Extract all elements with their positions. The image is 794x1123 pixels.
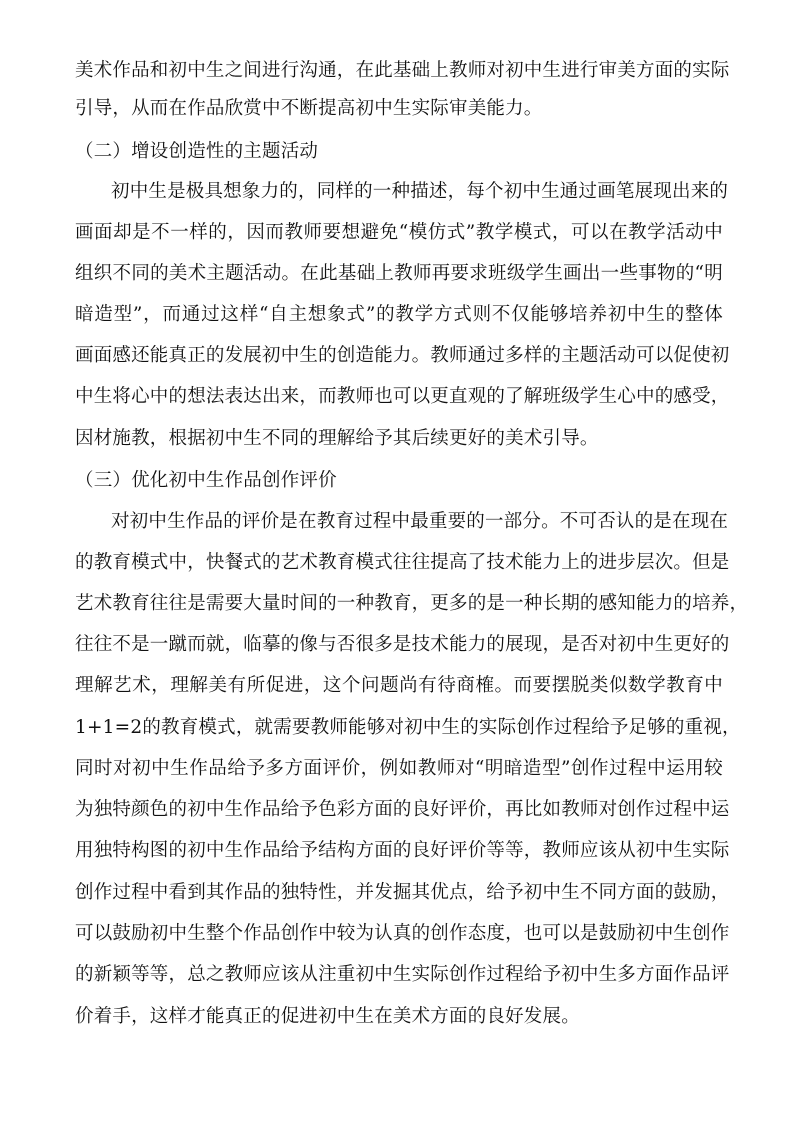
section-heading-3: （三）优化初中生作品创作评价 — [75, 470, 337, 491]
paragraph-3-line-5: 理解艺术，理解美有所促进，这个问题尚有待商榷。而要摆脱类似数学教育中 — [75, 675, 723, 696]
paragraph-2-line-3: 组织不同的美术主题活动。在此基础上教师再要求班级学生画出一些事物的“明 — [75, 263, 723, 284]
paragraph-2-line-7: 因材施教，根据初中生不同的理解给予其后续更好的美术引导。 — [75, 428, 599, 449]
paragraph-3-line-6: 1+1=2的教育模式，就需要教师能够对初中生的实际创作过程给予足够的重视， — [75, 717, 741, 738]
paragraph-1-line-2: 引导，从而在作品欣赏中不断提高初中生实际审美能力。 — [75, 98, 543, 119]
section-heading-2: （二）增设创造性的主题活动 — [75, 141, 319, 162]
paragraph-3-line-9: 用独特构图的初中生作品给予结构方面的良好评价等等，教师应该从初中生实际 — [75, 840, 730, 861]
paragraph-2-line-6: 中生将心中的想法表达出来，而教师也可以更直观的了解班级学生心中的感受， — [75, 386, 730, 407]
paragraph-3-line-4: 往往不是一蹴而就，临摹的像与否很多是技术能力的展现，是否对初中生更好的 — [75, 634, 730, 655]
paragraph-1-line-1: 美术作品和初中生之间进行沟通，在此基础上教师对初中生进行审美方面的实际 — [75, 60, 730, 81]
paragraph-2-line-1: 初中生是极具想象力的，同样的一种描述，每个初中生通过画笔展现出来的 — [111, 181, 729, 202]
paragraph-2-line-5: 画面感还能真正的发展初中生的创造能力。教师通过多样的主题活动可以促使初 — [75, 345, 730, 366]
paragraph-3-line-3: 艺术教育往往是需要大量时间的一种教育，更多的是一种长期的感知能力的培养， — [75, 593, 749, 614]
paragraph-2-line-2: 画面却是不一样的，因而教师要想避免“模仿式”教学模式，可以在教学活动中 — [75, 222, 723, 243]
paragraph-3-line-10: 创作过程中看到其作品的独特性，并发掘其优点，给予初中生不同方面的鼓励， — [75, 882, 730, 903]
paragraph-3-line-13: 价着手，这样才能真正的促进初中生在美术方面的良好发展。 — [75, 1006, 580, 1027]
paragraph-3-line-7: 同时对初中生作品给予多方面评价，例如教师对“明暗造型”创作过程中运用较 — [75, 758, 723, 779]
paragraph-3-line-8: 为独特颜色的初中生作品给予色彩方面的良好评价，再比如教师对创作过程中运 — [75, 799, 730, 820]
paragraph-3-line-12: 的新颖等等，总之教师应该从注重初中生实际创作过程给予初中生多方面作品评 — [75, 964, 730, 985]
paragraph-3-line-2: 的教育模式中，快餐式的艺术教育模式往往提高了技术能力上的进步层次。但是 — [75, 552, 730, 573]
paragraph-2-line-4: 暗造型”，而通过这样“自主想象式”的教学方式则不仅能够培养初中生的整体 — [75, 304, 723, 325]
paragraph-3-line-11: 可以鼓励初中生整个作品创作中较为认真的创作态度，也可以是鼓励初中生创作 — [75, 923, 730, 944]
paragraph-3-line-1: 对初中生作品的评价是在教育过程中最重要的一部分。不可否认的是在现在 — [111, 511, 729, 532]
